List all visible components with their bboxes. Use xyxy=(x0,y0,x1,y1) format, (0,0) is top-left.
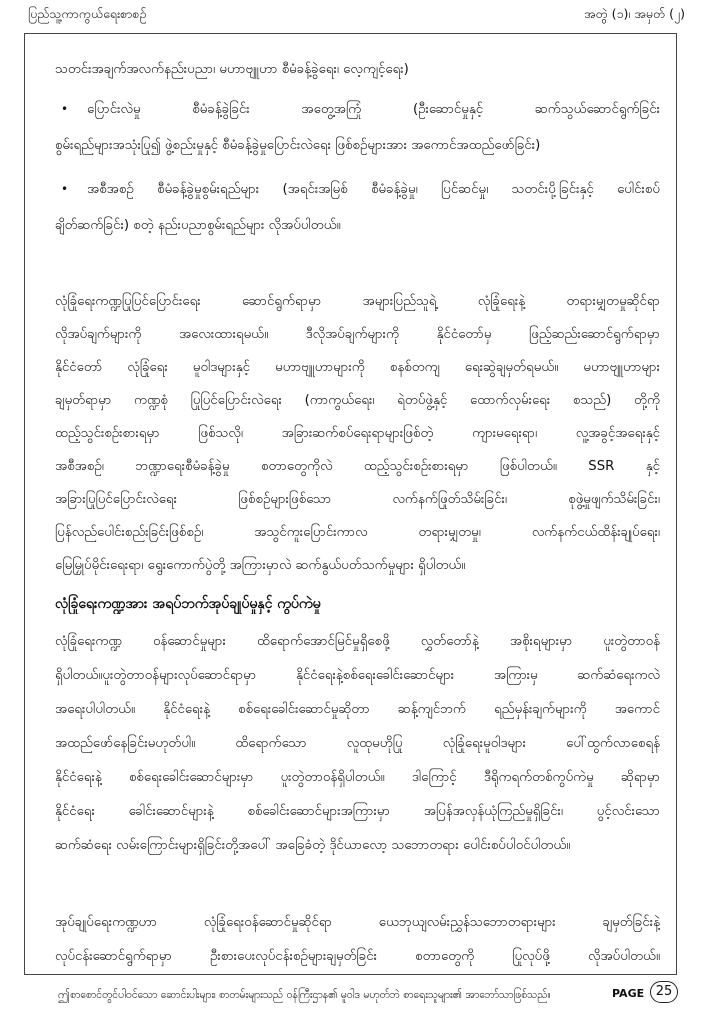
footer-disclaimer: ဤစာစောင်တွင်ပါဝင်သော ဆောင်းပါးများ၊ စာတမ်းများသည် ဝန်ကြီးဌာန၏ မူဝါဒ မဟုတ်ဘဲ စာရေးသူများ၏ အာဘော်သာဖြစ်သည်။ xyxy=(58,989,551,1001)
paragraph-line: ရှိပါတယ်။ပူးတွဲတာဝန်များလုပ်ဆောင်ရာမှာ နိုင်ငံရေးနဲ့စစ်ရေးခေါင်းဆောင်များ အကြားမှ ဆက်ဆံရေးကလဲ xyxy=(55,668,660,683)
paragraph-line: အခြားပြုပြင်ပြောင်းလဲရေး ဖြစ်စဉ်များဖြစ်သော လက်နက်ဖြုတ်သိမ်းခြင်း၊ စုဖွဲ့မှုဖျက်သိမ်းခြင်း၊ xyxy=(55,492,660,507)
issue-number: အတွဲ (၁)၊ အမှတ် (၂) xyxy=(583,6,685,21)
page-label: PAGE xyxy=(612,987,645,1000)
page-number: 25 xyxy=(650,981,678,1003)
paragraph-line: အထည်ဖော်နေခြင်းမဟုတ်ပါ။ ထိရောက်သော လူထုမဟိုပြု လုံခြုံရေးမူဝါဒများ ပေါ်ထွက်လာစေရန် xyxy=(55,736,660,751)
paragraph-line: ထည့်သွင်းစဉ်းစားရမှာ ဖြစ်သလို၊ အခြားဆက်စပ်ရေးရာများဖြစ်တဲ့ ကျားမရေးရာ၊ လူ့အခွင့်အရေးနှင့် xyxy=(55,426,660,441)
paragraph-line: လုံခြုံရေးကဏ္ဍပြုပြင်ပြောင်းရေး ဆောင်ရွက်ရာမှာ အများပြည်သူရဲ့ လုံခြုံရေးနဲ့ တရားမျှတမှုဆိုင်ရာ xyxy=(55,294,660,309)
bullet-line: ချိတ်ဆက်ခြင်း) စတဲ့ နည်းပညာစွမ်းရည်များ လိုအပ်ပါတယ်။ xyxy=(55,218,341,233)
paragraph-line: လိုအပ်ချက်များကို အလေးထားရမယ်။ ဒီလိုအပ်ချက်များကို နိုင်ငံတော်မှ ဖြည့်ဆည်းဆောင်ရွက်ရာမှာ xyxy=(55,327,660,342)
paragraph-line: ဆက်ဆံရေး လမ်းကြောင်းများရှိခြင်းတို့အပေါ် အခြေခံတဲ့ ဒိုင်ယာလော့ သဘောတရား ပေါင်းစပ်ပါဝင်ပါတယ်။ xyxy=(55,838,571,853)
paragraph-line: နိုင်ငံရေးနဲ့ စစ်ရေးခေါင်းဆောင်များမှာ ပူးတွဲတာဝန်ရှိပါတယ်။ ဒါကြောင့် ဒီရိုကရက်တစ်ကွပ်ကဲမှု ဆိုရာမှာ xyxy=(55,770,660,785)
paragraph-line: အစီအစဉ်၊ ဘဏ္ဍာရေးစီမံခန့်ခွဲမှု စတာတွေကိုလဲ ထည့်သွင်းစဉ်းစားရမှာ ဖြစ်ပါတယ်။ SSR နှင့် xyxy=(55,459,660,474)
bullet-icon: • xyxy=(61,182,69,196)
journal-title: ပြည်သူ့ကာကွယ်ရေးစာစဥ် xyxy=(28,6,147,21)
paragraph-line: အုပ်ချုပ်ရေးကဏ္ဍဟာ လုံခြုံရေးဝန်ဆောင်မှုဆိုင်ရာ ယေဘုယျလမ်းညွှန်သဘောတရားများ ချမှတ်ခြင်းနဲ့ xyxy=(55,915,660,930)
bullet-line: ပြောင်းလဲမှု စီမံခန့်ခွဲခြင်း အတွေ့အကြုံ (ဦးဆောင်မှုနှင့် ဆက်သွယ်ဆောင်ရွက်ခြင်း xyxy=(87,102,660,117)
paragraph-line: ပြန်လည်ပေါင်းစည်းခြင်းဖြစ်စဉ်၊ အသွင်ကူးပြောင်းကာလ တရားမျှတမှု၊ လက်နက်ငယ်ထိန်းချုပ်ရေး၊ xyxy=(55,525,660,540)
paragraph-line: ချမှတ်ရာမှာ ကဏ္ဍစုံ ပြုပြင်ပြောင်းလဲရေး (ကာကွယ်ရေး၊ ရဲတပ်ဖွဲ့နှင့် ထောက်လှမ်းရေး စသည်) တို့ကို xyxy=(55,393,660,408)
bullet-line: စွမ်းရည်များအသုံးပြု၍ ဖွဲ့စည်းမှုနှင့် စီမံခန့်ခွဲမှုပြောင်းလဲရေး ဖြစ်စဉ်များအား အကောင်အထည်ဖော်ခြင်း) xyxy=(55,138,541,153)
section-heading: လုံခြုံရေးကဏ္ဍအား အရပ်ဘက်အုပ်ချုပ်မှုနှင့် ကွပ်ကဲမှု xyxy=(55,596,321,612)
paragraph-line: နိုင်ငံတော် လုံခြုံရေး မူဝါဒများနှင့် မဟာဗျူဟာများကို စနစ်တကျ ရေးဆွဲချမှတ်ရမယ်။ မဟာဗျူဟာများ xyxy=(55,360,660,375)
paragraph-line: အရေးပါပါတယ်။ နိုင်ငံရေးနဲ့ စစ်ရေးခေါင်းဆောင်မှုဆိုတာ ဆန့်ကျင်ဘက် ရည်မှန်းချက်များကို အကောင် xyxy=(55,702,660,717)
paragraph-line: လုပ်ငန်းဆောင်ရွက်ရာမှာ ဦးစားပေးလုပ်ငန်းစဉ်များချမှတ်ခြင်း စတာတွေကို ပြုလုပ်ဖို့ လိုအပ်ပါတယ်။ xyxy=(55,949,660,964)
paragraph-line: နိုင်ငံရေး ခေါင်းဆောင်များနဲ့ စစ်ခေါင်းဆောင်များအကြားမှာ အပြန်အလှန်ယုံကြည်မှုရှိခြင်း၊ ပွင့်လင်းသော xyxy=(55,804,660,819)
bullet-line: အစီအစဉ် စီမံခန့်ခွဲမှုစွမ်းရည်များ (အရင်းအမြစ် စီမံခန့်ခွဲမှု၊ ပြင်ဆင်မှု၊ သတင်းပို့ခြင်းနှင့် ပေါင်းစပ် xyxy=(87,182,660,197)
paragraph-line: မြေမြှုပ်မိုင်းရေးရာ၊ ရွေးကောက်ပွဲတို့ အကြားမှာလဲ ဆက်နွယ်ပတ်သက်မှုများ ရှိပါတယ်။ xyxy=(55,558,466,573)
paragraph-line: လုံခြုံရေးကဏ္ဍ ဝန်ဆောင်မှုများ ထိရောက်အောင်မြင်မှုရှိစေဖို့ လွှတ်တော်နဲ့ အစိုးရများမှာ ပူးတွဲတာဝန် xyxy=(55,634,660,649)
text-line: သတင်းအချက်အလက်နည်းပညာ၊ မဟာဗျူဟာ စီမံခန့်ခွဲရေး၊ လေ့ကျင့်ရေး) xyxy=(55,62,409,77)
bullet-icon: • xyxy=(61,102,69,116)
